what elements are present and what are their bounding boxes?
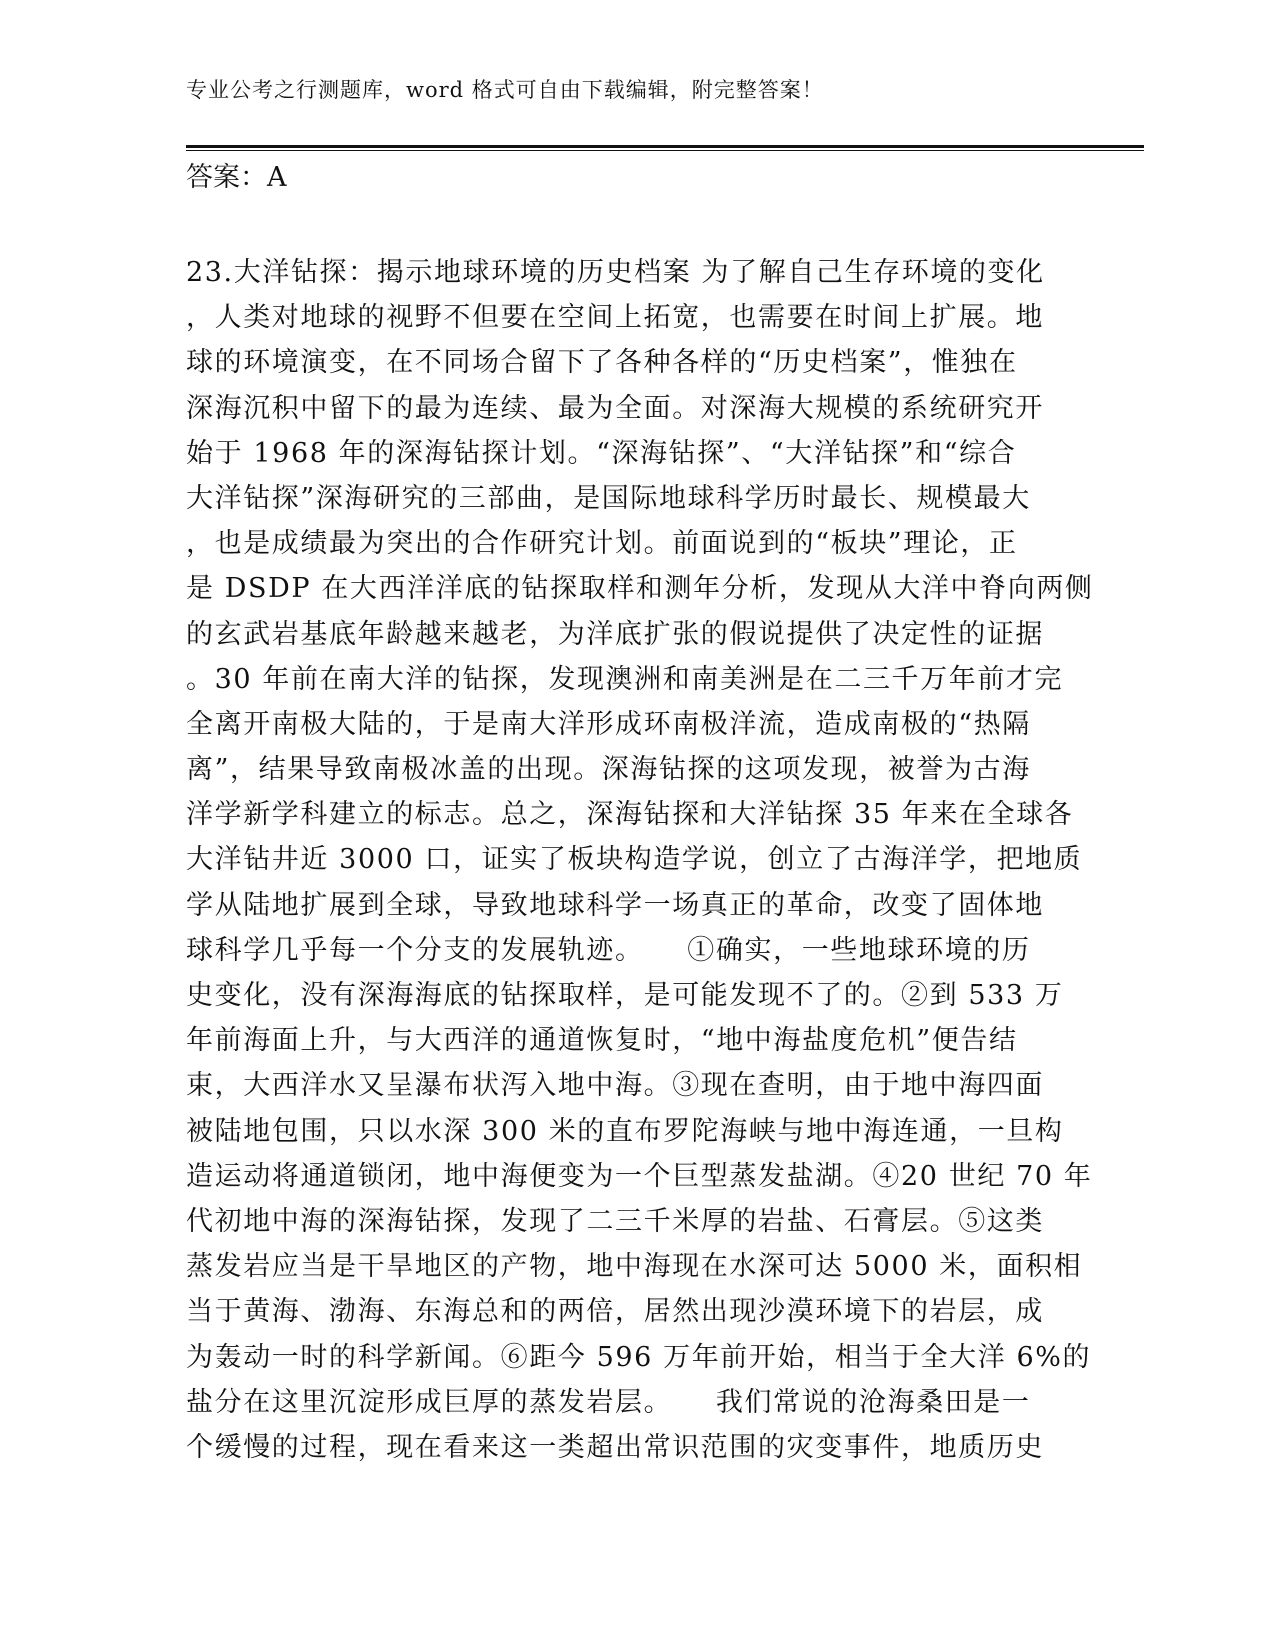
body-text-line: 球的环境演变，在不同场合留下了各种各样的“历史档案”，惟独在 <box>186 347 1018 379</box>
body-text-line: 被陆地包围，只以水深 300 米的直布罗陀海峡与地中海连通，一旦构 <box>186 1115 1064 1147</box>
body-text-line: 23.大洋钻探：揭示地球环境的历史档案 为了解自己生存环境的变化 <box>186 257 1045 288</box>
body-text-line: 蒸发岩应当是干旱地区的产物，地中海现在水深可达 5000 米，面积相 <box>186 1251 1083 1283</box>
body-text-line: 洋学新学科建立的标志。总之，深海钻探和大洋钻探 35 年来在全球各 <box>186 799 1074 831</box>
header-rule-thick <box>186 145 1144 148</box>
body-text-line: 为轰动一时的科学新闻。⑥距今 596 万年前开始，相当于全大洋 6%的 <box>186 1341 1092 1373</box>
header-rule-thin <box>186 150 1144 151</box>
body-text-line: 造运动将通道锁闭，地中海便变为一个巨型蒸发盐湖。④20 世纪 70 年 <box>186 1160 1093 1192</box>
question-body <box>186 250 1094 1470</box>
body-text-line: 深海沉积中留下的最为连续、最为全面。对深海大规模的系统研究开 <box>186 392 1044 424</box>
body-text-line: 史变化，没有深海海底的钻探取样，是可能发现不了的。②到 533 万 <box>186 980 1064 1011</box>
body-text-line: 球科学几乎每一个分支的发展轨迹。 ①确实，一些地球环境的历 <box>186 934 1031 966</box>
body-text-line: 大洋钻探”深海研究的三部曲，是国际地球科学历时最长、规模最大 <box>186 482 1031 514</box>
body-text-line: 代初地中海的深海钻探，发现了二三千米厚的岩盐、石膏层。⑤这类 <box>186 1205 1044 1237</box>
body-text-line: 盐分在这里沉淀形成巨厚的蒸发岩层。 我们常说的沧海桑田是一 <box>186 1386 1031 1418</box>
body-text-line: 个缓慢的过程，现在看来这一类超出常识范围的灾变事件，地质历史 <box>186 1431 1044 1463</box>
body-text-line: 全离开南极大陆的，于是南大洋形成环南极洋流，造成南极的“热隔 <box>186 708 1031 740</box>
answer-line: 答案：A <box>186 162 287 193</box>
body-text-line: 的玄武岩基底年龄越来越老，为洋底扩张的假说提供了决定性的证据 <box>186 618 1044 650</box>
body-text-line: 当于黄海、渤海、东海总和的两倍，居然出现沙漠环境下的岩层，成 <box>186 1296 1044 1328</box>
body-text-line: ，人类对地球的视野不但要在空间上拓宽，也需要在时间上扩展。地 <box>186 302 1044 334</box>
body-text-line: 束，大西洋水又呈瀑布状泻入地中海。③现在查明，由于地中海四面 <box>186 1070 1044 1102</box>
body-text-line: ，也是成绩最为突出的合作研究计划。前面说到的“板块”理论，正 <box>186 528 1018 560</box>
body-text-line: 大洋钻井近 3000 口，证实了板块构造学说，创立了古海洋学，把地质 <box>186 844 1083 876</box>
body-text-line: 始于 1968 年的深海钻探计划。“深海钻探”、“大洋钻探”和“综合 <box>186 437 1017 469</box>
body-text-line: 是 DSDP 在大西洋洋底的钻探取样和测年分析，发现从大洋中脊向两侧 <box>186 573 1094 605</box>
body-text-line: 年前海面上升，与大西洋的通道恢复时，“地中海盐度危机”便告结 <box>186 1025 1018 1057</box>
body-text-line: 离”，结果导致南极冰盖的出现。深海钻探的这项发现，被誉为古海 <box>186 754 1031 786</box>
body-text-line: 。30 年前在南大洋的钻探，发现澳洲和南美洲是在二三千万年前才完 <box>186 663 1064 695</box>
page-header: 专业公考之行测题库，word 格式可自由下载编辑，附完整答案！ <box>186 78 824 102</box>
body-text-line: 学从陆地扩展到全球，导致地球科学一场真正的革命，改变了固体地 <box>186 889 1044 921</box>
